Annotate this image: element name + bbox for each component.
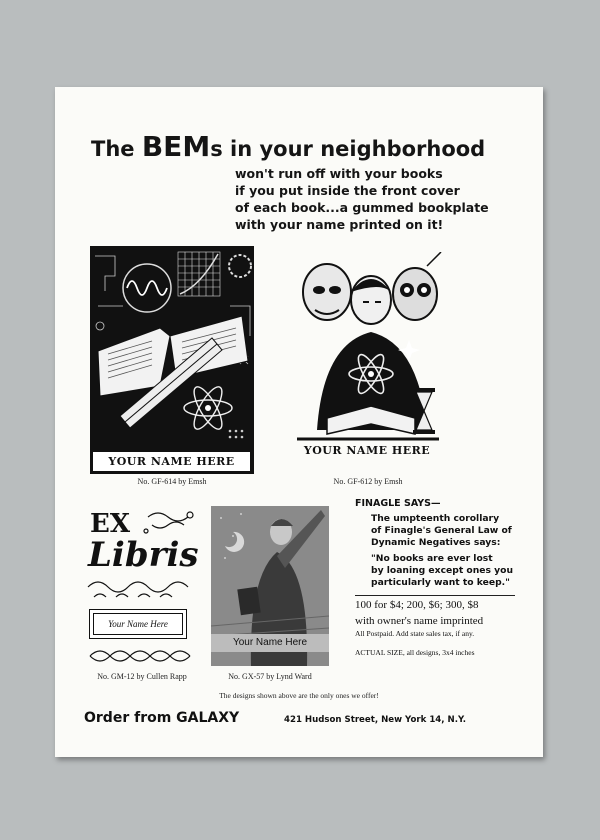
subtext-line: if you put inside the front cover (235, 183, 460, 198)
headline-subtext (235, 165, 535, 233)
finagle-quote (355, 553, 515, 589)
ex-text: EX (90, 509, 130, 539)
caption-gx57: No. GX-57 by Lynd Ward (228, 672, 312, 681)
libris-text: Libris (88, 535, 199, 575)
name-frame (89, 609, 187, 639)
postpaid-note: All Postpaid. Add state sales tax, if any. (355, 629, 475, 638)
subtext-line: won't run off with your books (235, 166, 443, 181)
divider (355, 595, 515, 596)
finagle-paragraph-line: The umpteenth corollary (371, 513, 500, 524)
caption-gm12: No. GM-12 by Cullen Rapp (97, 672, 187, 681)
finagle-quote-line: particularly want to keep." (371, 577, 510, 588)
finagle-says-block (355, 498, 515, 657)
headline-suffix: s in your neighborhood (210, 137, 486, 161)
finagle-title: FINAGLE SAYS— (355, 498, 441, 509)
price-line: 100 for $4; 200, $6; 300, $8 (355, 599, 479, 611)
finagle-paragraph (355, 513, 515, 549)
order-address: 421 Hudson Street, New York 14, N.Y. (284, 715, 467, 725)
bookplate-gf614 (90, 246, 254, 474)
designs-note: The designs shown above are the only ones we offer! (219, 691, 379, 700)
headline (91, 130, 531, 163)
headline-bem: BEM (141, 130, 211, 163)
headline-prefix: The (91, 137, 135, 161)
bottom-flourish (86, 645, 198, 667)
bookplate-gf612 (287, 252, 449, 474)
subtext-line: with your name printed on it! (235, 217, 444, 232)
finagle-paragraph-line: Dynamic Negatives says: (371, 537, 501, 548)
subtext-line: of each book...a gummed bookplate (235, 200, 489, 215)
actual-size-note: ACTUAL SIZE, all designs, 3x4 inches (355, 648, 475, 657)
caption-gf614: No. GF-614 by Emsh (137, 477, 207, 486)
order-heading: Order from GALAXY (84, 710, 240, 726)
magazine-back-cover (55, 87, 543, 757)
finagle-quote-line: "No books are ever lost (371, 553, 493, 564)
name-box: YOUR NAME HERE (92, 451, 251, 472)
name-box: YOUR NAME HERE (303, 444, 431, 457)
name-box: Your Name Here (211, 634, 329, 652)
bookplate-gx57 (211, 506, 329, 666)
reader-with-aliens-illustration (287, 252, 449, 474)
name-box: Your Name Here (93, 613, 183, 635)
ornament-flourish (86, 509, 198, 609)
imprint-line: with owner's name imprinted (355, 615, 484, 627)
science-book-illustration (90, 246, 254, 474)
finagle-quote-line: by loaning except ones you (371, 565, 514, 576)
finagle-paragraph-line: of Finagle's General Law of (371, 525, 512, 536)
caption-gf612: No. GF-612 by Emsh (333, 477, 403, 486)
bookplate-gm12 (86, 509, 198, 669)
